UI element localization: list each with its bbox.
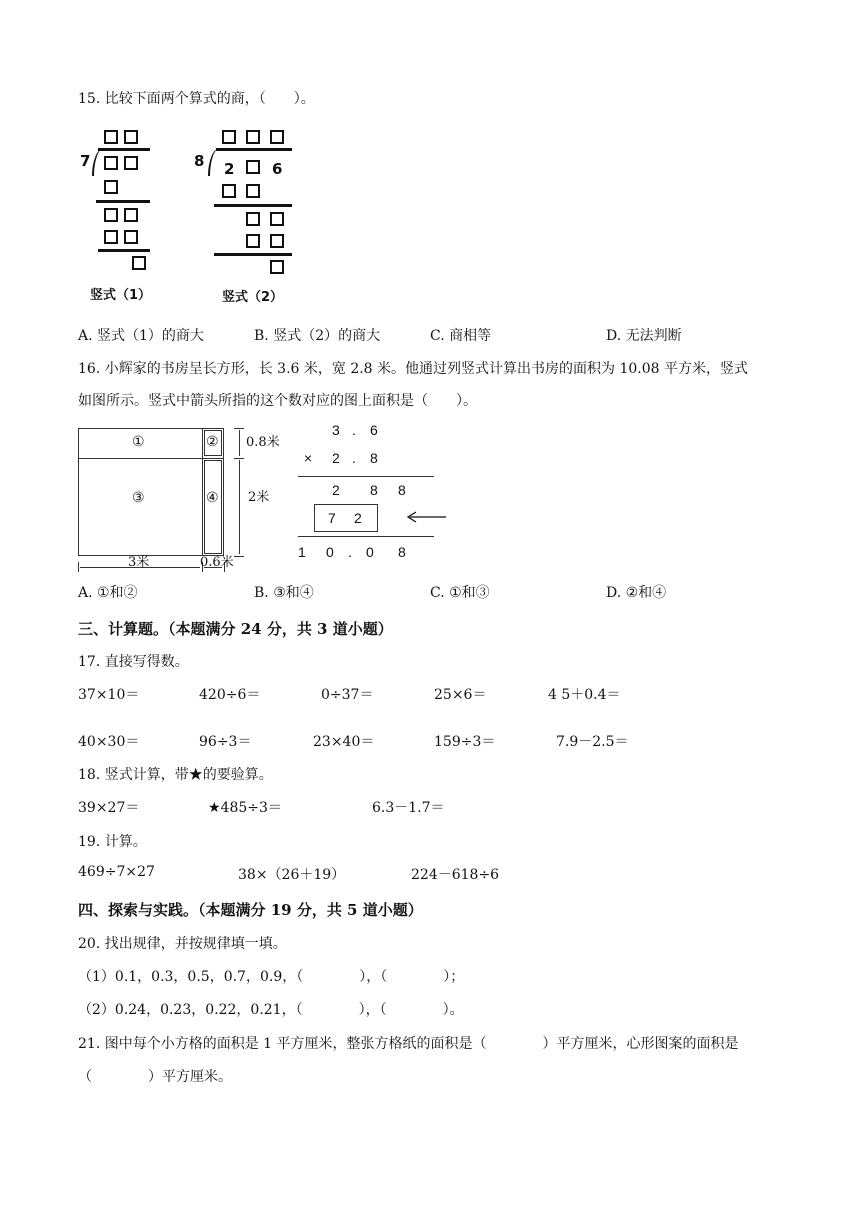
q15-fig2-divisor: 8 [194,152,205,170]
question-19-text: 19. 计算。 [78,834,147,850]
question-16-line1: 16. 小辉家的书房呈长方形，长 3.6 米，宽 2.8 米。他通过列竖式计算出书房的面积为 10.08 平方米，竖式 [78,361,749,377]
vertical-multiplication: 3 . 6 × 2 . 8 2 8 8 7 2 1 0 . 0 8 [290,420,470,570]
highlight-box [314,504,378,532]
q18-item-3: 6.3－1.7＝ [372,800,445,816]
question-18-text: 18. 竖式计算，带★的要验算。 [78,767,273,783]
q17-item-2: 420÷6＝ [199,687,261,703]
q16-option-c[interactable]: C. ①和③ [430,585,490,601]
region-1: ① [132,434,145,450]
q17-item-4: 25×6＝ [434,687,487,703]
region-2: ② [206,434,219,450]
q15-fig2-caption: 竖式（2） [222,290,284,305]
q19-item-2: 38×（26＋19） [238,867,346,883]
q17-item-7: 96÷3＝ [199,734,252,750]
q16-option-b[interactable]: B. ③和④ [254,585,314,601]
q16-option-d[interactable]: D. ②和④ [606,585,667,601]
region-4: ④ [206,490,219,506]
question-17-text: 17. 直接写得数。 [78,654,189,670]
q17-item-10: 7.9－2.5＝ [556,734,629,750]
q15-fig2-digit-a: 2 [224,160,235,178]
question-20-text: 20. 找出规律，并按规律填一填。 [78,936,287,952]
region-3: ③ [132,490,145,506]
q15-option-b[interactable]: B. 竖式（2）的商大 [254,328,381,344]
section-3-title: 三、计算题。（本题满分 24 分，共 3 道小题） [78,620,393,638]
q18-item-2: ★485÷3＝ [208,800,282,816]
q17-item-3: 0÷37＝ [321,687,374,703]
q16-option-a[interactable]: A. ①和② [78,585,138,601]
question-21-line1: 21. 图中每个小方格的面积是 1 平方厘米，整张方格纸的面积是（ ）平方厘米，心形图案的面积是 [78,1036,739,1052]
question-15-text: 15. 比较下面两个算式的商，（ ）。 [78,91,315,107]
q20-line-1: （1）0.1，0.3，0.5，0.7，0.9，（ ），（ ）； [78,969,465,985]
q19-item-3: 224－618÷6 [411,867,500,883]
dim-bottom-height: 2米 [248,490,270,505]
question-16-line2: 如图所示。竖式中箭头所指的这个数对应的图上面积是（ ）。 [78,393,477,409]
q17-item-5: 4 5＋0.4＝ [548,687,621,703]
room-diagram [76,426,280,576]
section-4-title: 四、探索与实践。（本题满分 19 分，共 5 道小题） [78,901,423,919]
dim-top-height: 0.8米 [246,435,280,450]
q20-line-2: （2）0.24，0.23，0.22，0.21，（ ），（ ）。 [78,1002,464,1018]
q18-item-1: 39×27＝ [78,800,140,816]
q15-fig2-digit-b: 6 [272,160,283,178]
q15-figure-2 [192,122,302,312]
q17-item-6: 40×30＝ [78,734,140,750]
dim-right-width: 0.6米 [200,555,234,570]
q19-item-1: 469÷7×27 [78,864,155,880]
question-21-line2: （ ）平方厘米。 [78,1069,232,1085]
q17-item-9: 159÷3＝ [434,734,496,750]
q17-item-1: 37×10＝ [78,687,140,703]
q15-fig1-divisor: 7 [80,152,91,170]
arrow-left-icon [404,511,446,523]
q15-option-a[interactable]: A. 竖式（1）的商大 [78,328,204,344]
q15-fig1-caption: 竖式（1） [90,288,152,303]
q15-option-c[interactable]: C. 商相等 [430,328,492,344]
q15-figure-1 [78,122,168,312]
dim-left-width: 3米 [128,555,150,570]
q15-option-d[interactable]: D. 无法判断 [606,328,682,344]
q17-item-8: 23×40＝ [313,734,375,750]
